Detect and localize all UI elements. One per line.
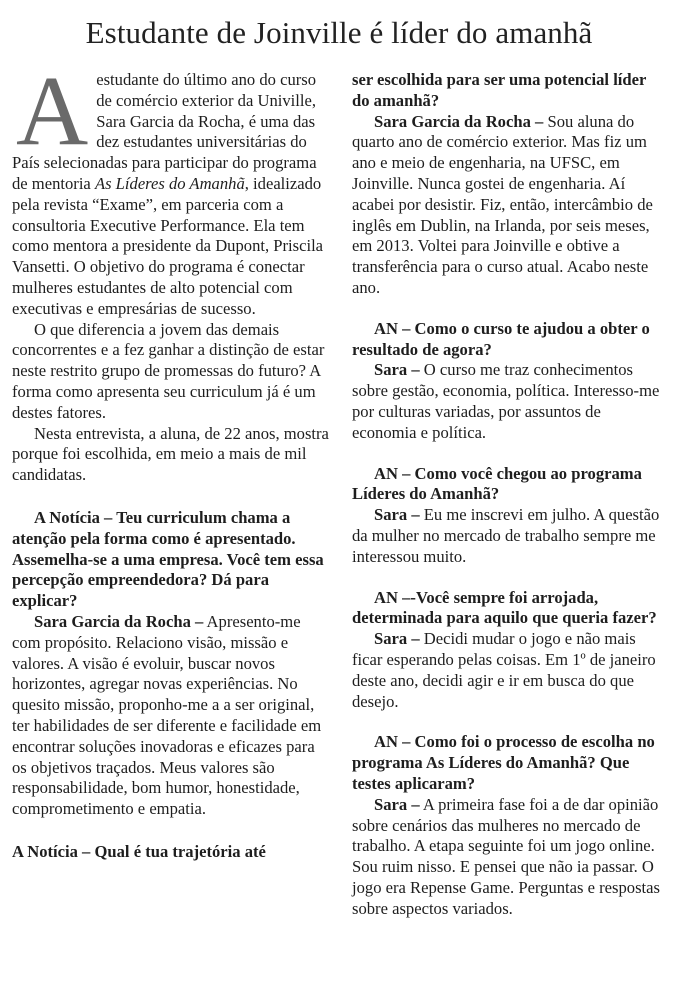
left-column xyxy=(12,55,329,863)
paragraph-3: Nesta entrevista, a aluna, de 22 anos, mostra porque foi escolhida, em meio a mais de mil candidatas. xyxy=(12,423,329,485)
answer-1 xyxy=(12,612,329,820)
headline: Estudante de Joinville é líder do amanhã xyxy=(85,15,593,50)
intro-text-end: , idealizado pela revista “Exame”, em parceria com a consultoria Executive Performance. Ela tem como mentora a presidente da Dupont, Priscila Vansetti. O objetivo do programa é conectar mulheres estudantes de alto potencial com executivas e empresárias de sucesso. xyxy=(12,173,324,318)
answer-text: Eu me inscrevi em julho. A questão da mulher no mercado de trabalho sempre me interessou muito. xyxy=(352,505,660,566)
drop-cap: A xyxy=(16,55,89,166)
answer-speaker: Sara – xyxy=(374,794,420,814)
question-4: AN – Como você chegou ao programa Líderes do Amanhã? xyxy=(352,463,642,504)
answer-text: O curso me traz conhecimentos sobre gestão, economia, política. Interesso-me por culturas variadas, por assuntos de economia e política. xyxy=(352,360,660,442)
question-6: AN – Como foi o processo de escolha no programa As Líderes do Amanhã? Que testes aplicaram? xyxy=(352,732,655,793)
answer-3 xyxy=(352,360,666,443)
answer-2 xyxy=(352,112,666,299)
answer-6 xyxy=(352,795,666,920)
answer-text: Decidi mudar o jogo e não mais ficar esperando pelas coisas. Em 1º de janeiro deste ano, decidi agir e ir em busca do que desejo. xyxy=(352,629,656,711)
answer-speaker: Sara – xyxy=(374,629,420,649)
answer-speaker: Sara – xyxy=(374,360,420,380)
answer-4 xyxy=(352,505,666,567)
program-name: As Líderes do Amanhã xyxy=(94,173,245,193)
question-2-end: ser escolhida para ser uma potencial líder do amanhã? xyxy=(352,70,647,110)
paragraph-2: O que diferencia a jovem das demais concorrentes e a fez ganhar a distinção de estar neste restrito grupo de promessas do futuro? A forma como apresenta seu curriculum já é um destes fatores. xyxy=(12,319,325,422)
answer-text: Sou aluna do quarto ano de comércio exterior. Mas fiz um ano e meio de engenharia, na UFSC, em Joinville. Nunca gostei de engenharia. Aí acabei por desistir. Fiz, então, intercâmbio de inglês em Dublin, na Irlanda, por seis meses, em 2013. Voltei para Joinville e obtive a transferência para o curso atual. Acabo neste ano. xyxy=(352,111,653,297)
answer-5 xyxy=(352,629,666,712)
question-5: AN –-Você sempre foi arrojada, determinada para aquilo que queria fazer? xyxy=(352,587,657,628)
answer-text: Apresento-me com propósito. Relaciono visão, missão e valores. A visão é evoluir, buscar novos horizontes, agregar novas experiências. No quesito missão, proponho-me a a ser original, ter habilidades de ser diferente e facilidade em encontrar soluções inovadoras e eficazes para os objetivos traçados. Meus valores são responsabilidade, bom humor, honestidade, comprometimento e empatia. xyxy=(12,611,322,819)
question-3: AN – Como o curso te ajudou a obter o resultado de agora? xyxy=(352,318,650,359)
answer-text: A primeira fase foi a de dar opinião sobre cenários das mulheres no mercado de trabalho. A etapa seguinte foi um jogo online. Sou ruim nisso. E pensei que não ia passar. O jogo era Repense Game. Perguntas e respostas sobre aspectos variados. xyxy=(352,794,660,918)
right-column xyxy=(352,70,666,919)
intro-paragraph xyxy=(12,55,329,320)
answer-speaker: Sara – xyxy=(374,505,420,525)
answer-speaker: Sara Garcia da Rocha – xyxy=(34,611,204,631)
question-1: A Notícia – Teu curriculum chama a atenção pela forma como é apresentado. Assemelha-se a uma empresa. Você tem essa percepção empreendedora? Dá para explicar? xyxy=(12,507,324,611)
answer-speaker: Sara Garcia da Rocha – xyxy=(374,111,544,131)
question-2-start: A Notícia – Qual é tua trajetória até xyxy=(12,841,266,861)
intro-text: estudante do último ano do curso de comércio exterior da Univille, Sara Garcia da Rocha, é uma das dez estudantes universitárias do País selecionadas para participar do programa de mentoria xyxy=(12,70,317,193)
